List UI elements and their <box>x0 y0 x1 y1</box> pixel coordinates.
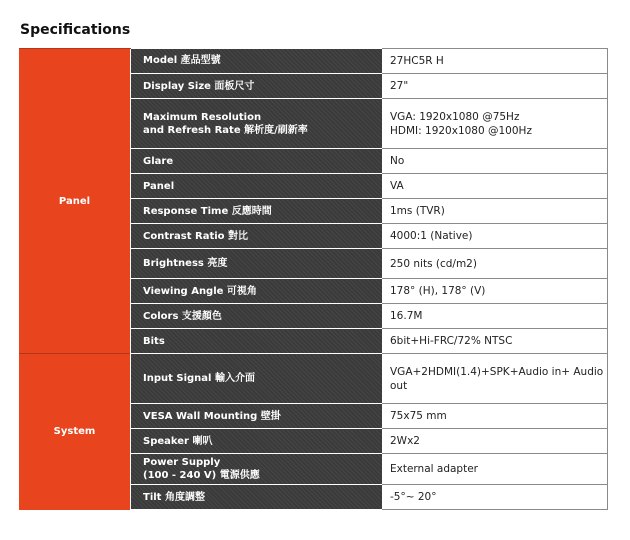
spec-value: 250 nits (cd/m2) <box>382 249 608 279</box>
spec-value: 27HC5R H <box>382 49 608 74</box>
spec-value: 27" <box>382 74 608 99</box>
page-title: Specifications <box>20 22 131 38</box>
spec-label: Glare <box>131 149 383 174</box>
spec-label: Viewing Angle 可視角 <box>131 279 383 304</box>
spec-value: VGA+2HDMI(1.4)+SPK+Audio in+ Audio out <box>382 354 608 404</box>
table-row <box>19 354 608 404</box>
spec-value: 2Wx2 <box>382 429 608 454</box>
spec-label: Display Size 面板尺寸 <box>131 74 383 99</box>
specifications-table <box>19 48 608 510</box>
table-row <box>19 49 608 74</box>
group-label-system: System <box>19 354 131 510</box>
group-label-panel: Panel <box>19 49 131 354</box>
spec-value: VA <box>382 174 608 199</box>
spec-value: VGA: 1920x1080 @75Hz HDMI: 1920x1080 @100Hz <box>382 99 608 149</box>
spec-label: Tilt 角度調整 <box>131 485 383 510</box>
spec-value: 16.7M <box>382 304 608 329</box>
spec-label: Brightness 亮度 <box>131 249 383 279</box>
spec-value: 6bit+Hi-FRC/72% NTSC <box>382 329 608 354</box>
spec-value: 1ms (TVR) <box>382 199 608 224</box>
spec-value: No <box>382 149 608 174</box>
spec-label: Speaker 喇叭 <box>131 429 383 454</box>
spec-value: 178° (H), 178° (V) <box>382 279 608 304</box>
spec-label: Bits <box>131 329 383 354</box>
spec-label: Colors 支援顏色 <box>131 304 383 329</box>
spec-label: Maximum Resolution and Refresh Rate 解析度/刷新率 <box>131 99 383 149</box>
spec-label: Panel <box>131 174 383 199</box>
spec-label: Model 產品型號 <box>131 49 383 74</box>
spec-label: Contrast Ratio 對比 <box>131 224 383 249</box>
spec-label: Power Supply (100 - 240 V) 電源供應 <box>131 454 383 485</box>
spec-value: -5°~ 20° <box>382 485 608 510</box>
spec-value: 4000:1 (Native) <box>382 224 608 249</box>
spec-label: Input Signal 輸入介面 <box>131 354 383 404</box>
spec-label: VESA Wall Mounting 壁掛 <box>131 404 383 429</box>
spec-value: External adapter <box>382 454 608 485</box>
spec-value: 75x75 mm <box>382 404 608 429</box>
spec-label: Response Time 反應時間 <box>131 199 383 224</box>
